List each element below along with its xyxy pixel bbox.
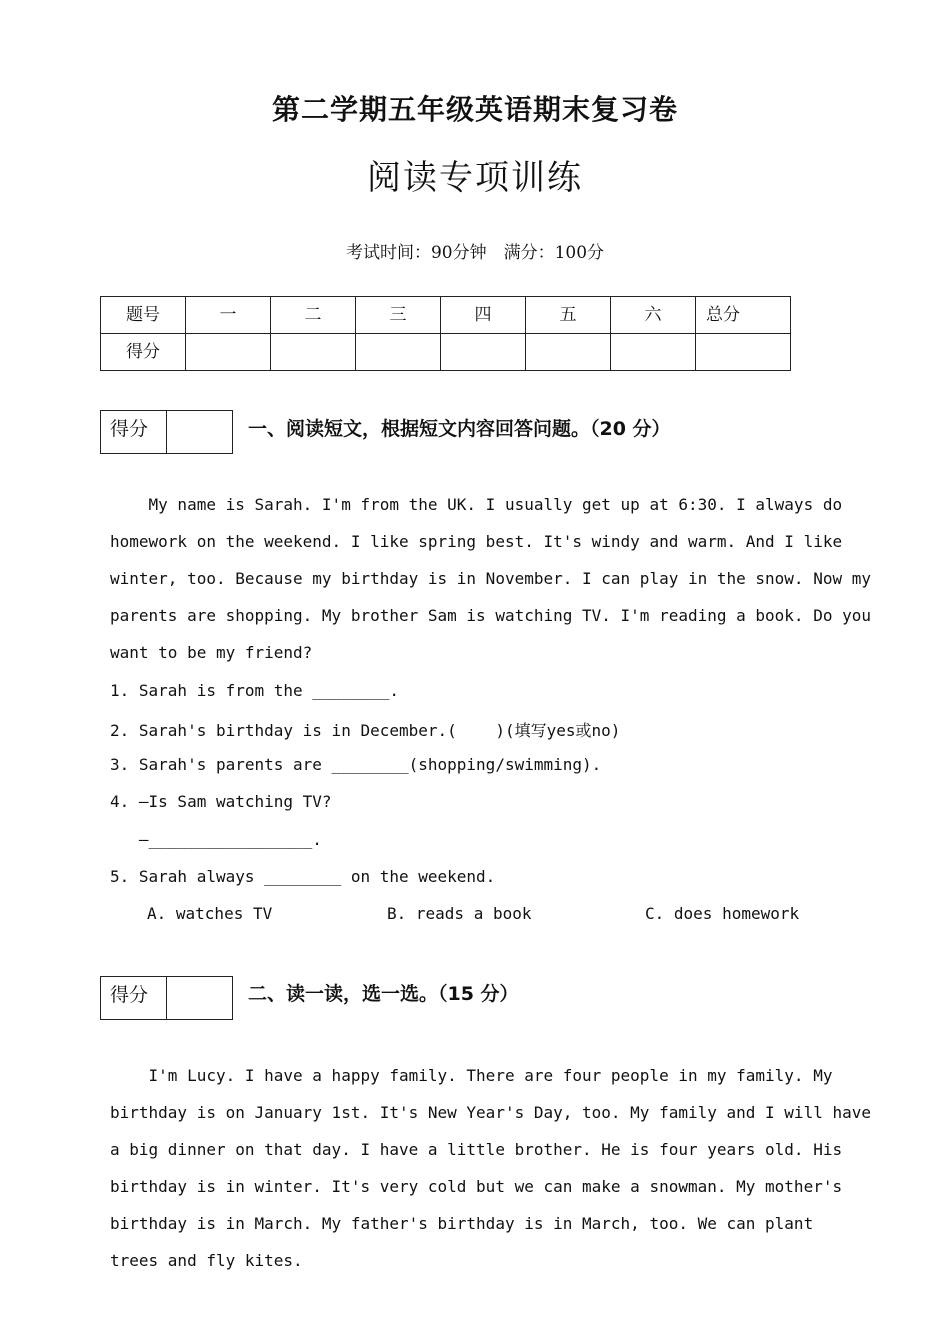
score-table-cell: 总分	[696, 297, 791, 334]
score-table-cell: 五	[526, 297, 611, 334]
question-1: 1. Sarah is from the ________.	[110, 681, 399, 700]
passage-line: winter, too. Because my birthday is in November. I can play in the snow. Now my	[110, 569, 871, 588]
score-table-cell: 题号	[101, 297, 186, 334]
score-table-cell: 三	[356, 297, 441, 334]
question-4: 4. —Is Sam watching TV?	[110, 792, 332, 811]
score-table-cell	[186, 334, 271, 371]
passage-line: want to be my friend?	[110, 643, 313, 662]
passage-line: I'm Lucy. I have a happy family. There are four people in my family. My	[110, 1066, 833, 1085]
passage-line: birthday is in winter. It's very cold but we can make a snowman. My mother's	[110, 1177, 843, 1196]
document-title: 第二学期五年级英语期末复习卷	[271, 93, 678, 126]
score-table-cell	[356, 334, 441, 371]
score-table-cell	[526, 334, 611, 371]
score-table-cell	[441, 334, 526, 371]
score-table-header-row	[101, 297, 791, 334]
passage-line: parents are shopping. My brother Sam is watching TV. I'm reading a book. Do you	[110, 606, 871, 625]
score-table-score-row	[101, 334, 791, 371]
section1-score-label: 得分	[101, 411, 167, 453]
question-2: 2. Sarah's birthday is in December.( )(填写yes或no)	[110, 721, 621, 740]
document-subtitle: 阅读专项训练	[367, 158, 583, 198]
section2-score-box	[100, 976, 233, 1020]
section2-score-label: 得分	[101, 977, 167, 1019]
score-table-cell: 六	[611, 297, 696, 334]
passage-line: trees and fly kites.	[110, 1251, 303, 1270]
question-3: 3. Sarah's parents are ________(shopping/swimming).	[110, 755, 602, 774]
section1-score-box	[100, 410, 233, 454]
section2-title: 二、读一读，选一选。（15 分）	[248, 983, 519, 1005]
question-4-answer: —_________________.	[110, 830, 322, 849]
option-c: C. does homework	[645, 904, 800, 923]
exam-info: 考试时间：90分钟 满分：100分	[345, 243, 605, 263]
passage-line: My name is Sarah. I'm from the UK. I usually get up at 6:30. I always do	[110, 495, 843, 514]
section1-title: 一、阅读短文，根据短文内容回答问题。（20 分）	[248, 418, 671, 440]
score-table-cell	[611, 334, 696, 371]
score-table-cell	[696, 334, 791, 371]
score-table-cell	[271, 334, 356, 371]
passage-line: homework on the weekend. I like spring best. It's windy and warm. And I like	[110, 532, 843, 551]
question-5: 5. Sarah always ________ on the weekend.	[110, 867, 496, 886]
option-b: B. reads a book	[387, 904, 532, 923]
passage-line: birthday is in March. My father's birthday is in March, too. We can plant	[110, 1214, 814, 1233]
score-table-cell: 四	[441, 297, 526, 334]
option-a: A. watches TV	[147, 904, 273, 923]
score-table-cell: 一	[186, 297, 271, 334]
score-table-cell: 二	[271, 297, 356, 334]
score-table-cell: 得分	[101, 334, 186, 371]
passage-line: birthday is on January 1st. It's New Year's Day, too. My family and I will have	[110, 1103, 871, 1122]
score-table	[100, 296, 791, 371]
passage-line: a big dinner on that day. I have a little brother. He is four years old. His	[110, 1140, 843, 1159]
